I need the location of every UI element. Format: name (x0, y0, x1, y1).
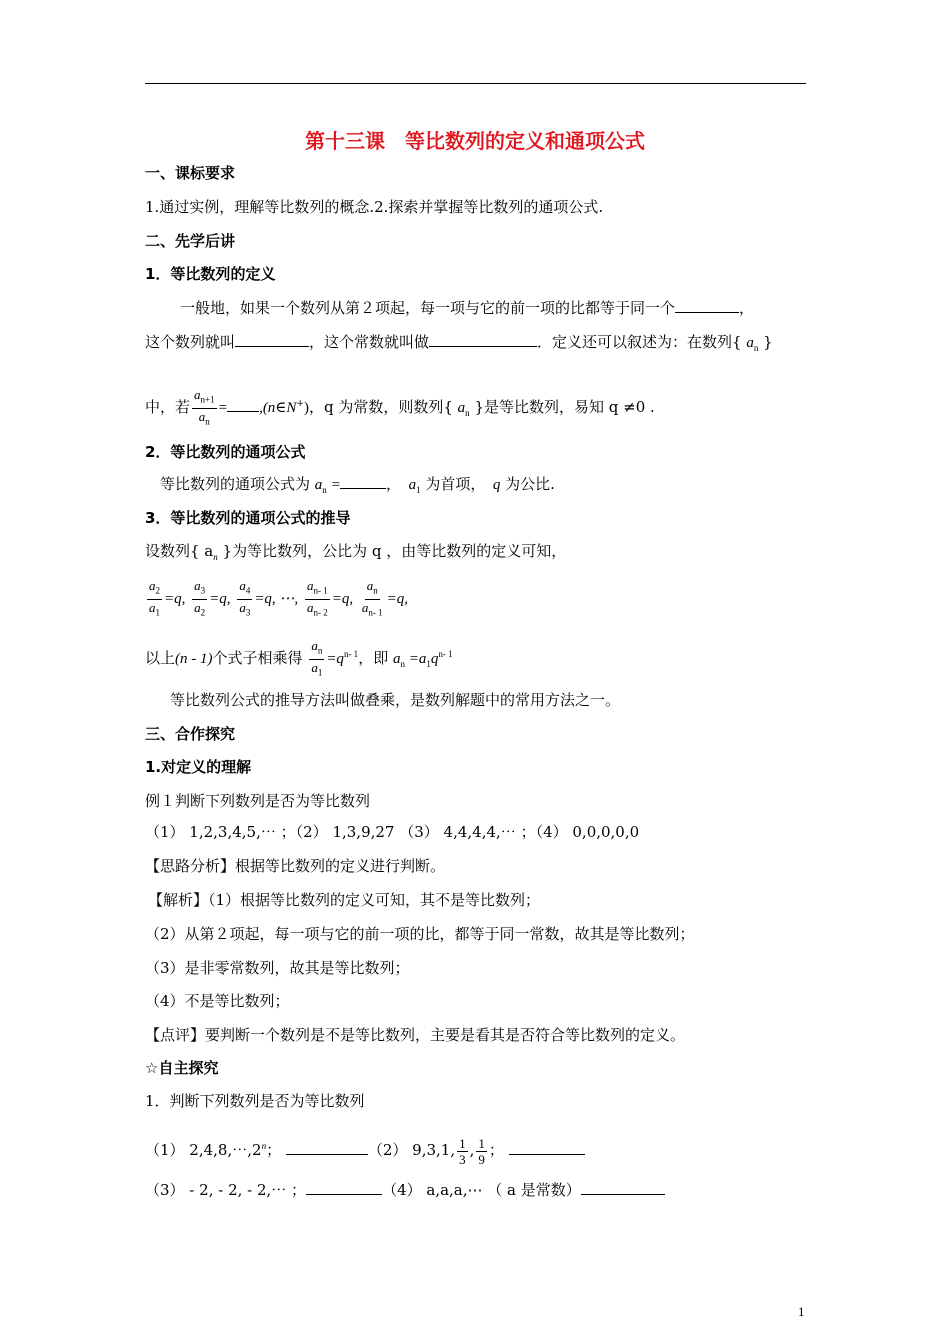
definition-line-2: 这个数列就叫 ，这个常数就叫做 ．定义还可以叙述为：在数列{ $a_n$ } (145, 333, 773, 353)
subheading-definition: 1．等比数列的定义 (145, 265, 276, 283)
lesson-title: 第十三课 等比数列的定义和通项公式 (305, 129, 645, 153)
question-1-parts-a: （1） 2,4,8,⋯,2$^n$； （2） 9,3,1, $\frac{1}{3}$ , $\frac{1}{9}$ ； (145, 1128, 585, 1168)
derivation-remark: 等比数列公式的推导方法叫做叠乘，是数列解题中的常用方法之一。 (170, 691, 621, 709)
definition-line-3: 中，若 $\frac{a_{n+1}}{a_n}$ = ,(n∈N+)，q 为常数，则数列{ $a_n$ }是等比数列，易知 q ≠0 . (145, 386, 655, 431)
example-1: 例１判断下列数列是否为等比数列 (145, 792, 371, 810)
blank-constant[interactable] (675, 298, 739, 313)
section-heading-1: 一、课标要求 (145, 164, 236, 182)
blank-formula[interactable] (340, 474, 386, 489)
answer-blank-4[interactable] (581, 1180, 665, 1195)
solution-2: （2）从第２项起，每一项与它的前一项的比，都等于同一常数，故其是等比数列； (145, 925, 695, 943)
ratio-chain: $\frac{a_2}{a_1}$ =q, $\frac{a_3}{a_2}$ =q, $\frac{a_4}{a_3}$ =q, ⋯, $\frac{a_{n- 1}}{a_{n- 2}}$ =q, $\frac{a_n}{a_{n- 1}}$ =q, (149, 578, 408, 618)
subheading-general-term: 2．等比数列的通项公式 (145, 443, 306, 461)
requirements-text: 1.通过实例，理解等比数列的概念.2.探索并掌握等比数列的通项公式. (145, 198, 604, 216)
blank-ratio[interactable] (227, 397, 259, 412)
blank-ratio-name[interactable] (429, 332, 537, 347)
self-study-heading: ☆自主探究 (145, 1059, 219, 1077)
header-rule (145, 83, 806, 84)
ratio-fraction: $\frac{a_{n+1}}{a_n}$ (194, 386, 215, 427)
definition-line-1: 一般地，如果一个数列从第２项起，每一项与它的前一项的比都等于同一个 ， (180, 299, 755, 317)
solution-3: （3）是非零常数列，故其是等比数列； (145, 959, 410, 977)
example-1-items: （1） 1,2,3,4,5,⋯ ；（2） 1,3,9,27 （3） 4,4,4,4,⋯ ；（4） 0,0,0,0,0 (145, 823, 640, 841)
subheading-derivation: 3．等比数列的通项公式的推导 (145, 509, 351, 527)
section-heading-3: 三、合作探究 (145, 725, 236, 743)
question-1: 1．判断下列数列是否为等比数列 (145, 1092, 365, 1110)
blank-sequence-name[interactable] (235, 332, 309, 347)
subheading-understanding: 1.对定义的理解 (145, 758, 252, 776)
comment-text: 【点评】要判断一个数列是不是等比数列，主要是看其是否符合等比数列的定义。 (145, 1026, 686, 1044)
solution-4: （4）不是等比数列； (145, 992, 290, 1010)
question-1-parts-b: （3） - 2, - 2, - 2,⋯ ； （4） a,a,a,⋯ （ a 是常数） (145, 1180, 665, 1200)
solution-1: 【解析】（1）根据等比数列的定义可知，其不是等比数列； (148, 891, 541, 909)
page-number: 1 (798, 1304, 805, 1319)
answer-blank-3[interactable] (306, 1180, 382, 1195)
answer-blank-2[interactable] (509, 1140, 585, 1155)
derivation-intro: 设数列{ $a_n$ }为等比数列，公比为 q ，由等比数列的定义可知， (145, 542, 567, 562)
section-heading-2: 二、先学后讲 (145, 232, 236, 250)
general-term-formula: 等比数列的通项公式为 $a_n$ = ， $a_1$ 为首项， q 为公比. (160, 475, 555, 495)
analysis-text: 【思路分析】根据等比数列的定义进行判断。 (145, 857, 446, 875)
product-line: 以上(n - 1)个式子相乘得 $\frac{a_n}{a_1}$ $=q^{n- 1}$，即 $a_n =a_1q^{n- 1}$ (145, 637, 453, 678)
answer-blank-1[interactable] (286, 1140, 368, 1155)
